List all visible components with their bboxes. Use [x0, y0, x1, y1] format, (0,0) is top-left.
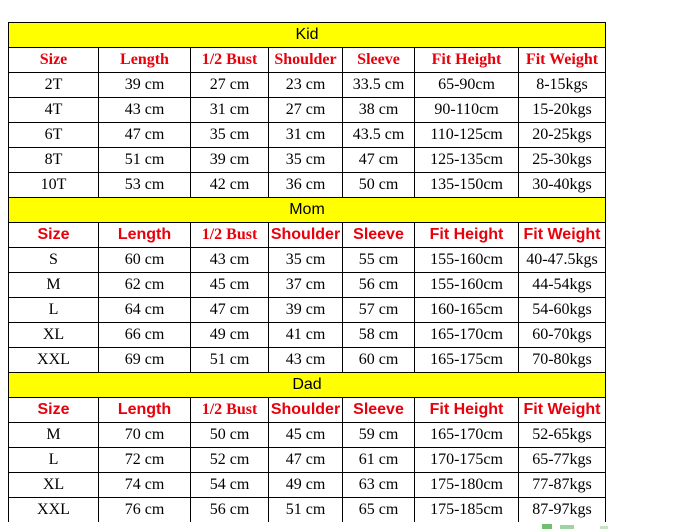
column-header-size: Size — [9, 398, 99, 423]
cell-1-2-bust: 52 cm — [191, 448, 269, 473]
cell-shoulder: 47 cm — [269, 448, 343, 473]
cell-fit-height: 165-170cm — [415, 423, 519, 448]
cell-size: M — [9, 423, 99, 448]
column-header-sleeve: Sleeve — [343, 398, 415, 423]
cell-fit-weight: 40-47.5kgs — [519, 248, 606, 273]
table-row — [9, 423, 606, 448]
column-header-length: Length — [99, 48, 191, 73]
section-title: Dad — [9, 373, 606, 398]
cell-sleeve: 63 cm — [343, 473, 415, 498]
table-row — [9, 348, 606, 373]
column-header-sleeve: Sleeve — [343, 48, 415, 73]
cell-1-2-bust: 47 cm — [191, 298, 269, 323]
cell-1-2-bust: 42 cm — [191, 173, 269, 198]
cell-fit-height: 65-90cm — [415, 73, 519, 98]
cell-fit-weight: 54-60kgs — [519, 298, 606, 323]
column-header-row — [9, 398, 606, 423]
cell-1-2-bust: 27 cm — [191, 73, 269, 98]
cell-shoulder: 41 cm — [269, 323, 343, 348]
column-header-1-2-bust: 1/2 Bust — [191, 398, 269, 423]
cell-size: XXL — [9, 348, 99, 373]
cell-fit-weight: 15-20kgs — [519, 98, 606, 123]
cell-sleeve: 61 cm — [343, 448, 415, 473]
column-header-1-2-bust: 1/2 Bust — [191, 48, 269, 73]
size-chart-table — [8, 22, 606, 523]
cell-1-2-bust: 56 cm — [191, 498, 269, 523]
cell-length: 39 cm — [99, 73, 191, 98]
cell-fit-height: 155-160cm — [415, 273, 519, 298]
cell-size: 6T — [9, 123, 99, 148]
column-header-1-2-bust: 1/2 Bust — [191, 223, 269, 248]
cell-1-2-bust: 39 cm — [191, 148, 269, 173]
column-header-fit-weight: Fit Weight — [519, 48, 606, 73]
cell-length: 64 cm — [99, 298, 191, 323]
cell-fit-weight: 77-87kgs — [519, 473, 606, 498]
cell-shoulder: 39 cm — [269, 298, 343, 323]
cell-size: M — [9, 273, 99, 298]
cell-shoulder: 51 cm — [269, 498, 343, 523]
cell-1-2-bust: 54 cm — [191, 473, 269, 498]
cell-fit-height: 90-110cm — [415, 98, 519, 123]
cell-fit-height: 175-185cm — [415, 498, 519, 523]
table-row — [9, 173, 606, 198]
cell-fit-weight: 87-97kgs — [519, 498, 606, 523]
column-header-sleeve: Sleeve — [343, 223, 415, 248]
cell-fit-height: 165-175cm — [415, 348, 519, 373]
cell-fit-height: 125-135cm — [415, 148, 519, 173]
table-row — [9, 273, 606, 298]
table-row — [9, 448, 606, 473]
section-title: Mom — [9, 198, 606, 223]
cell-fit-weight: 70-80kgs — [519, 348, 606, 373]
cell-sleeve: 65 cm — [343, 498, 415, 523]
cell-length: 66 cm — [99, 323, 191, 348]
cell-shoulder: 49 cm — [269, 473, 343, 498]
column-header-fit-weight: Fit Weight — [519, 398, 606, 423]
table-row — [9, 248, 606, 273]
cell-length: 69 cm — [99, 348, 191, 373]
cell-fit-weight: 30-40kgs — [519, 173, 606, 198]
cell-length: 72 cm — [99, 448, 191, 473]
column-header-fit-height: Fit Height — [415, 48, 519, 73]
column-header-size: Size — [9, 48, 99, 73]
column-header-size: Size — [9, 223, 99, 248]
cell-shoulder: 27 cm — [269, 98, 343, 123]
section-title-row — [9, 373, 606, 398]
cell-shoulder: 43 cm — [269, 348, 343, 373]
column-header-row — [9, 223, 606, 248]
cell-shoulder: 35 cm — [269, 148, 343, 173]
cell-size: 8T — [9, 148, 99, 173]
cell-sleeve: 55 cm — [343, 248, 415, 273]
cell-sleeve: 58 cm — [343, 323, 415, 348]
cell-size: L — [9, 448, 99, 473]
cell-fit-weight: 65-77kgs — [519, 448, 606, 473]
cell-size: L — [9, 298, 99, 323]
cell-length: 74 cm — [99, 473, 191, 498]
table-row — [9, 123, 606, 148]
cell-sleeve: 38 cm — [343, 98, 415, 123]
cell-1-2-bust: 31 cm — [191, 98, 269, 123]
table-row — [9, 73, 606, 98]
cell-fit-height: 170-175cm — [415, 448, 519, 473]
cell-fit-weight: 60-70kgs — [519, 323, 606, 348]
size-chart-body — [9, 23, 606, 523]
cell-sleeve: 33.5 cm — [343, 73, 415, 98]
cell-length: 62 cm — [99, 273, 191, 298]
cell-size: XL — [9, 323, 99, 348]
cell-sleeve: 50 cm — [343, 173, 415, 198]
cell-1-2-bust: 50 cm — [191, 423, 269, 448]
section-title: Kid — [9, 23, 606, 48]
cell-fit-weight: 25-30kgs — [519, 148, 606, 173]
cell-fit-height: 175-180cm — [415, 473, 519, 498]
cell-length: 53 cm — [99, 173, 191, 198]
cell-length: 51 cm — [99, 148, 191, 173]
corner-decoration — [540, 523, 695, 529]
cell-fit-height: 165-170cm — [415, 323, 519, 348]
cell-shoulder: 45 cm — [269, 423, 343, 448]
cell-fit-weight: 20-25kgs — [519, 123, 606, 148]
column-header-fit-height: Fit Height — [415, 223, 519, 248]
cell-1-2-bust: 45 cm — [191, 273, 269, 298]
cell-sleeve: 47 cm — [343, 148, 415, 173]
cell-size: 10T — [9, 173, 99, 198]
column-header-shoulder: Shoulder — [269, 48, 343, 73]
cell-length: 70 cm — [99, 423, 191, 448]
cell-shoulder: 35 cm — [269, 248, 343, 273]
table-row — [9, 298, 606, 323]
cell-sleeve: 59 cm — [343, 423, 415, 448]
cell-fit-weight: 44-54kgs — [519, 273, 606, 298]
column-header-fit-height: Fit Height — [415, 398, 519, 423]
cell-length: 43 cm — [99, 98, 191, 123]
cell-sleeve: 56 cm — [343, 273, 415, 298]
cell-length: 60 cm — [99, 248, 191, 273]
cell-shoulder: 37 cm — [269, 273, 343, 298]
cell-1-2-bust: 51 cm — [191, 348, 269, 373]
cell-sleeve: 60 cm — [343, 348, 415, 373]
column-header-length: Length — [99, 398, 191, 423]
cell-size: XXL — [9, 498, 99, 523]
cell-1-2-bust: 43 cm — [191, 248, 269, 273]
column-header-row — [9, 48, 606, 73]
cell-1-2-bust: 35 cm — [191, 123, 269, 148]
section-title-row — [9, 198, 606, 223]
cell-size: 4T — [9, 98, 99, 123]
column-header-length: Length — [99, 223, 191, 248]
column-header-shoulder: Shoulder — [269, 223, 343, 248]
cell-fit-height: 110-125cm — [415, 123, 519, 148]
cell-fit-weight: 8-15kgs — [519, 73, 606, 98]
table-row — [9, 498, 606, 523]
table-row — [9, 148, 606, 173]
cell-fit-height: 135-150cm — [415, 173, 519, 198]
cell-1-2-bust: 49 cm — [191, 323, 269, 348]
cell-fit-height: 160-165cm — [415, 298, 519, 323]
section-title-row — [9, 23, 606, 48]
table-row — [9, 323, 606, 348]
cell-sleeve: 57 cm — [343, 298, 415, 323]
cell-size: S — [9, 248, 99, 273]
table-row — [9, 98, 606, 123]
cell-shoulder: 23 cm — [269, 73, 343, 98]
cell-fit-height: 155-160cm — [415, 248, 519, 273]
column-header-fit-weight: Fit Weight — [519, 223, 606, 248]
cell-fit-weight: 52-65kgs — [519, 423, 606, 448]
table-row — [9, 473, 606, 498]
cell-sleeve: 43.5 cm — [343, 123, 415, 148]
column-header-shoulder: Shoulder — [269, 398, 343, 423]
cell-shoulder: 31 cm — [269, 123, 343, 148]
cell-shoulder: 36 cm — [269, 173, 343, 198]
cell-length: 76 cm — [99, 498, 191, 523]
cell-size: 2T — [9, 73, 99, 98]
cell-length: 47 cm — [99, 123, 191, 148]
cell-size: XL — [9, 473, 99, 498]
